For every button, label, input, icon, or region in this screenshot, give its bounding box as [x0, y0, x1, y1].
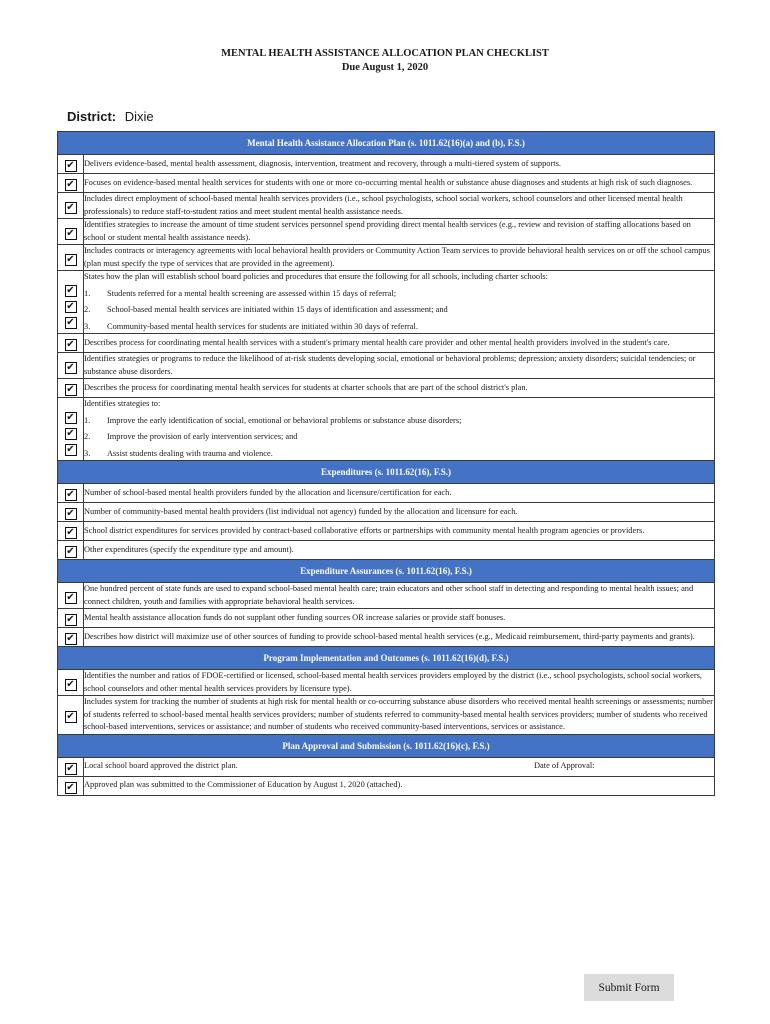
checkbox-checked[interactable]: ✔ [66, 614, 75, 625]
policies-intro: States how the plan will establish school board policies and procedures that ensure the following for all schools, including charter schools: [84, 272, 549, 281]
checklist-row [58, 628, 715, 647]
checklist-item-text: Number of community-based mental health providers (list individual not agency) funded by the allocation and licensure for each. [84, 503, 715, 522]
checkbox-checked[interactable]: ✔ [66, 227, 75, 239]
checklist-item-text: Includes contracts or interagency agreements with local behavioral health providers or Community Action Team services to provide behavioral health services on or off the school campus (plan must specify the type of services that are provided in the agreement). [84, 245, 715, 271]
sub-item [84, 448, 714, 461]
checkbox-checked[interactable]: ✔ [66, 633, 75, 644]
checkbox-checked[interactable]: ✔ [66, 160, 75, 171]
checklist-row-submitted [58, 776, 715, 795]
submitted-text: Approved plan was submitted to the Commissioner of Education by August 1, 2020 (attached). [84, 776, 715, 795]
checkbox-checked[interactable]: ✔ [66, 384, 75, 395]
sub-item-text: Improve the early identification of social, emotional or behavioral problems or substance abuse disorders; [107, 415, 462, 425]
sub-item [84, 304, 714, 317]
checkbox-checked[interactable]: ✔ [66, 428, 75, 439]
form-title: MENTAL HEALTH ASSISTANCE ALLOCATION PLAN CHECKLIST [221, 48, 549, 59]
submit-form-button[interactable]: Submit Form [584, 974, 674, 1001]
checkbox-checked[interactable]: ✔ [66, 710, 75, 722]
strategies-intro: Identifies strategies to: [84, 399, 161, 408]
checkbox-checked[interactable]: ✔ [66, 678, 75, 690]
checklist-item-text: Identifies strategies to increase the amount of time student services personnel spend providing direct mental health services (e.g., review and revision of staffing allocations based on school or student mental health assistance needs). [84, 219, 715, 245]
checklist-row [58, 219, 715, 245]
checklist-item-text: Number of school-based mental health providers funded by the allocation and licensure/certification for each. [84, 484, 715, 503]
section-header-plan: Mental Health Assistance Allocation Plan (s. 1011.62(16)(a) and (b), F.S.) [58, 132, 715, 155]
checkbox-checked[interactable]: ✔ [66, 285, 75, 296]
sub-item-text: Community-based mental health services for students are initiated within 30 days of referral. [107, 321, 418, 331]
section-header-approval: Plan Approval and Submission (s. 1011.62(16)(c), F.S.) [58, 734, 715, 757]
checkbox-checked[interactable]: ✔ [66, 591, 75, 603]
checklist-item-text: Includes direct employment of school-based mental health services providers (i.e., school psychologists, school social workers, school counselors and other licensed mental health professionals) to reduce staff-to-student ratios and meet student mental health assistance needs. [84, 193, 715, 219]
checkbox-checked[interactable]: ✔ [66, 546, 75, 557]
checklist-row [58, 245, 715, 271]
checkbox-checked[interactable]: ✔ [66, 444, 75, 455]
sub-item-text: Assist students dealing with trauma and violence. [107, 448, 273, 458]
sub-item-number: 3. [84, 448, 91, 458]
checkbox-checked[interactable]: ✔ [66, 253, 75, 265]
checklist-row [58, 193, 715, 219]
checklist-item-text: Mental health assistance allocation funds do not supplant other funding sources OR increase salaries or provide staff bonuses. [84, 609, 715, 628]
section-header-implementation: Program Implementation and Outcomes (s. 1011.62(16)(d), F.S.) [58, 647, 715, 670]
sub-item-text: Students referred for a mental health screening are assessed within 15 days of referral; [107, 288, 397, 298]
form-title-block [0, 47, 770, 75]
district-field [67, 109, 154, 124]
checklist-item-text: Describes process for coordinating mental health services with a student's primary mental health care provider and other mental health providers involved in the student's care. [84, 334, 715, 353]
sub-item-text: Improve the provision of early intervention services; and [107, 432, 298, 441]
section-header-expenditures: Expenditures (s. 1011.62(16), F.S.) [58, 461, 715, 484]
checklist-row [58, 174, 715, 193]
checklist-table [57, 131, 715, 796]
checklist-row [58, 696, 715, 735]
district-value[interactable]: Dixie [124, 109, 154, 124]
checkbox-checked[interactable]: ✔ [66, 527, 75, 538]
checkbox-checked[interactable]: ✔ [66, 762, 75, 774]
checklist-row [58, 583, 715, 609]
sub-item-number: 3. [84, 321, 91, 331]
section-header-assurances: Expenditure Assurances (s. 1011.62(16), F.S.) [58, 560, 715, 583]
checklist-row [58, 379, 715, 398]
checkbox-checked[interactable]: ✔ [66, 361, 75, 373]
checkbox-checked[interactable]: ✔ [66, 508, 75, 519]
checkbox-checked[interactable]: ✔ [66, 201, 75, 213]
checklist-row-approved [58, 757, 715, 776]
checklist-row [58, 609, 715, 628]
sub-item [84, 431, 714, 444]
checklist-item-text: Focuses on evidence-based mental health services for students with one or more co-occurring mental health or substance abuse diagnoses and students at high risk of such diagnoses. [84, 174, 715, 193]
sub-item-number: 2. [84, 305, 91, 314]
sub-item-number: 1. [84, 288, 91, 298]
checklist-item-text: Delivers evidence-based, mental health assessment, diagnosis, intervention, treatment and recovery, through a multi-tiered system of supports. [84, 155, 715, 174]
checklist-item-text: Identifies strategies or programs to reduce the likelihood of at-risk students developing social, emotional or behavioral problems; depression; anxiety disorders; suicidal tendencies; or substance abuse disorders. [84, 353, 715, 379]
checklist-row-strategies [58, 398, 715, 461]
form-due-date: Due August 1, 2020 [341, 62, 429, 73]
checklist-row [58, 503, 715, 522]
checkbox-checked[interactable]: ✔ [66, 339, 75, 350]
checklist-item-text: Other expenditures (specify the expenditure type and amount). [84, 541, 715, 560]
sub-item [84, 321, 714, 334]
sub-item [84, 415, 714, 428]
checklist-item-text: Identifies the number and ratios of FDOE-certified or licensed, school-based mental health services providers employed by the district (i.e., school psychologists, school social workers, school counselors and other mental health services providers by licensure type). [84, 670, 715, 696]
checkbox-checked[interactable]: ✔ [66, 317, 75, 328]
sub-item-number: 2. [84, 432, 91, 441]
sub-item-number: 1. [84, 415, 91, 425]
checklist-row [58, 155, 715, 174]
checklist-item-text: Describes the process for coordinating mental health services for students at charter schools that are part of the school district's plan. [84, 379, 715, 398]
sub-item [84, 288, 714, 301]
checklist-item-text: One hundred percent of state funds are used to expand school-based mental health care; train educators and other school staff in detecting and responding to mental health issues; and connect children, youth and families with appropriate behavioral health services. [84, 583, 715, 609]
checklist-row [58, 541, 715, 560]
checkbox-checked[interactable]: ✔ [66, 179, 75, 190]
sub-item-text: School-based mental health services are initiated within 15 days of identification and assessment; and [107, 305, 448, 314]
checklist-item-text: Includes system for tracking the number of students at high risk for mental health or co-occurring substance abuse disorders who received mental health screenings or assessments; number of students referred to school-based mental health services providers; number of students referred to community-based mental health services providers; number of students who received school-based interventions, services or assistance; and number of students who received community-based interventions, services or assistance. [84, 696, 715, 735]
checklist-item-text: School district expenditures for services provided by contract-based collaborative efforts or partnerships with community mental health program agencies or providers. [84, 522, 715, 541]
district-label: District: [67, 109, 117, 124]
date-of-approval-field[interactable]: Date of Approval: [534, 761, 595, 771]
checklist-row [58, 353, 715, 379]
checklist-row [58, 670, 715, 696]
checklist-row-policies [58, 271, 715, 334]
checklist-row [58, 334, 715, 353]
checkbox-checked[interactable]: ✔ [66, 781, 75, 793]
approved-text: Local school board approved the district plan. [84, 761, 238, 771]
checklist-row [58, 484, 715, 503]
checklist-row [58, 522, 715, 541]
checklist-item-text: Describes how district will maximize use of other sources of funding to provide school-based mental health services (e.g., Medicaid reimbursement, third-party payments and grants). [84, 628, 715, 647]
checkbox-checked[interactable]: ✔ [66, 412, 75, 423]
checkbox-checked[interactable]: ✔ [66, 489, 75, 500]
checkbox-checked[interactable]: ✔ [66, 301, 75, 312]
